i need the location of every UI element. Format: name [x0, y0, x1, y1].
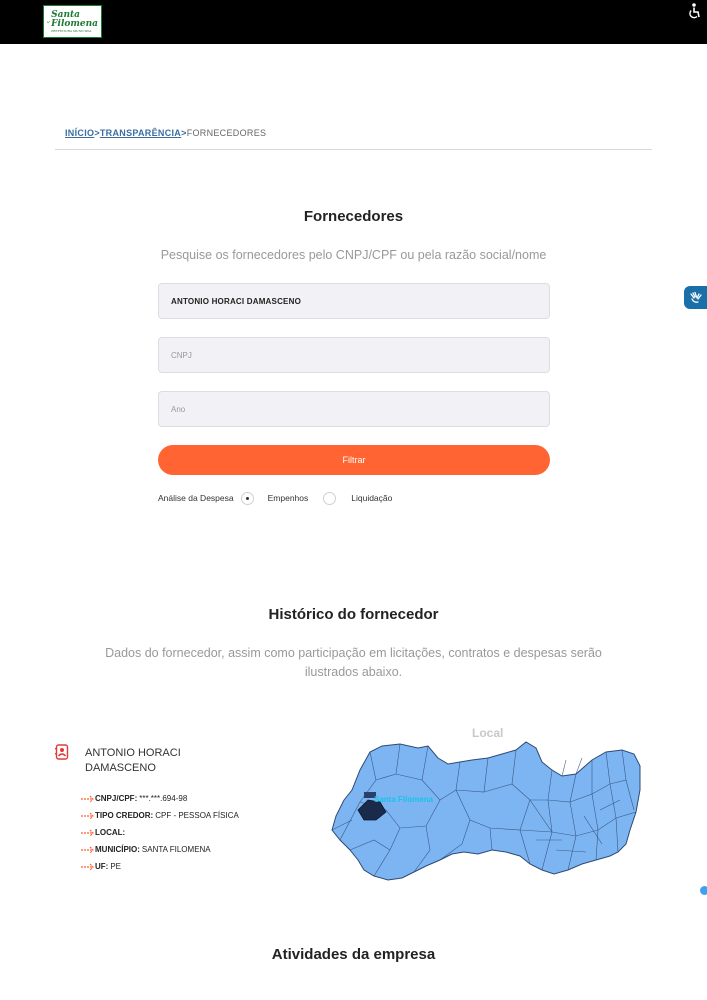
info-row-cnpj: [81, 790, 239, 807]
radio-empenhos-label[interactable]: Empenhos: [267, 493, 309, 503]
arrow-right-icon: [81, 812, 95, 820]
radio-liquidacao[interactable]: [323, 492, 336, 505]
breadcrumb-separator: >: [94, 128, 100, 138]
logo-text-line1: Santa: [51, 9, 81, 20]
sign-language-widget[interactable]: [684, 286, 707, 309]
info-row-local: [81, 824, 239, 841]
breadcrumb-divider: [55, 149, 652, 150]
arrow-right-icon: [81, 795, 95, 803]
arrow-right-icon: [81, 863, 95, 871]
info-key: CNPJ/CPF:: [95, 794, 138, 803]
filter-button[interactable]: Filtrar: [158, 445, 550, 475]
info-row-tipo-credor: [81, 807, 239, 824]
name-input[interactable]: ANTONIO HORACI DAMASCENO: [158, 283, 550, 319]
logo-text-line2: Filomena: [51, 18, 98, 29]
accessibility-icon[interactable]: [687, 3, 701, 19]
breadcrumb-current: FORNECEDORES: [186, 128, 267, 138]
info-value: CPF - PESSOA FÍSICA: [155, 811, 239, 820]
map-marker-label: Santa Filomena: [374, 795, 434, 804]
history-subtitle-line2: ilustrados abaixo.: [304, 665, 403, 679]
year-input[interactable]: Ano: [158, 391, 550, 427]
info-key: UF:: [95, 862, 109, 871]
state-map[interactable]: [330, 740, 642, 882]
info-value: PE: [110, 862, 121, 871]
logo-text-line3: PREFEITURA MUNICIPAL: [51, 28, 92, 33]
info-key: LOCAL:: [95, 828, 126, 837]
history-title: Histórico do fornecedor: [268, 606, 439, 623]
info-value: ***.***.694-98: [139, 794, 188, 803]
info-row-municipio: [81, 841, 239, 858]
radio-liquidacao-label[interactable]: Liquidação: [351, 493, 393, 503]
radio-group-label: Análise da Despesa: [158, 493, 234, 503]
radio-empenhos[interactable]: [241, 492, 254, 505]
radio-selected-dot: [246, 497, 249, 500]
arrow-right-icon: [81, 829, 95, 837]
check-logo-icon: [47, 9, 50, 35]
info-key: MUNICÍPIO:: [95, 845, 140, 854]
breadcrumb-inicio[interactable]: INÍCIO: [65, 128, 95, 138]
breadcrumb-separator: >: [181, 128, 187, 138]
info-row-uf: [81, 858, 239, 875]
cnpj-input[interactable]: CNPJ: [158, 337, 550, 373]
contact-card-icon: [55, 744, 69, 760]
breadcrumb: [65, 128, 266, 138]
top-bar: [0, 0, 707, 44]
info-value: SANTA FILOMENA: [141, 845, 211, 854]
breadcrumb-transparencia[interactable]: TRANSPARÊNCIA: [99, 128, 182, 138]
supplier-name-line1: ANTONIO HORACI: [85, 747, 181, 759]
history-subtitle-line1: Dados do fornecedor, assim como participação em licitações, contratos e despesas serão: [105, 646, 602, 660]
expense-analysis-radio-group: [158, 490, 392, 506]
info-key: TIPO CREDOR:: [95, 811, 154, 820]
page-title: Fornecedores: [303, 208, 404, 225]
site-logo[interactable]: [43, 5, 102, 38]
scroll-indicator-dot[interactable]: [700, 886, 707, 895]
supplier-name-line2: DAMASCENO: [85, 762, 156, 774]
map-title: Local: [472, 726, 504, 740]
supplier-name: [85, 746, 205, 776]
hands-icon: [689, 291, 703, 305]
arrow-right-icon: [81, 846, 95, 854]
activities-title: Atividades da empresa: [271, 946, 436, 963]
search-subtitle: Pesquise os fornecedores pelo CNPJ/CPF ou pela razão social/nome: [160, 248, 547, 262]
supplier-info-list: [81, 790, 239, 875]
